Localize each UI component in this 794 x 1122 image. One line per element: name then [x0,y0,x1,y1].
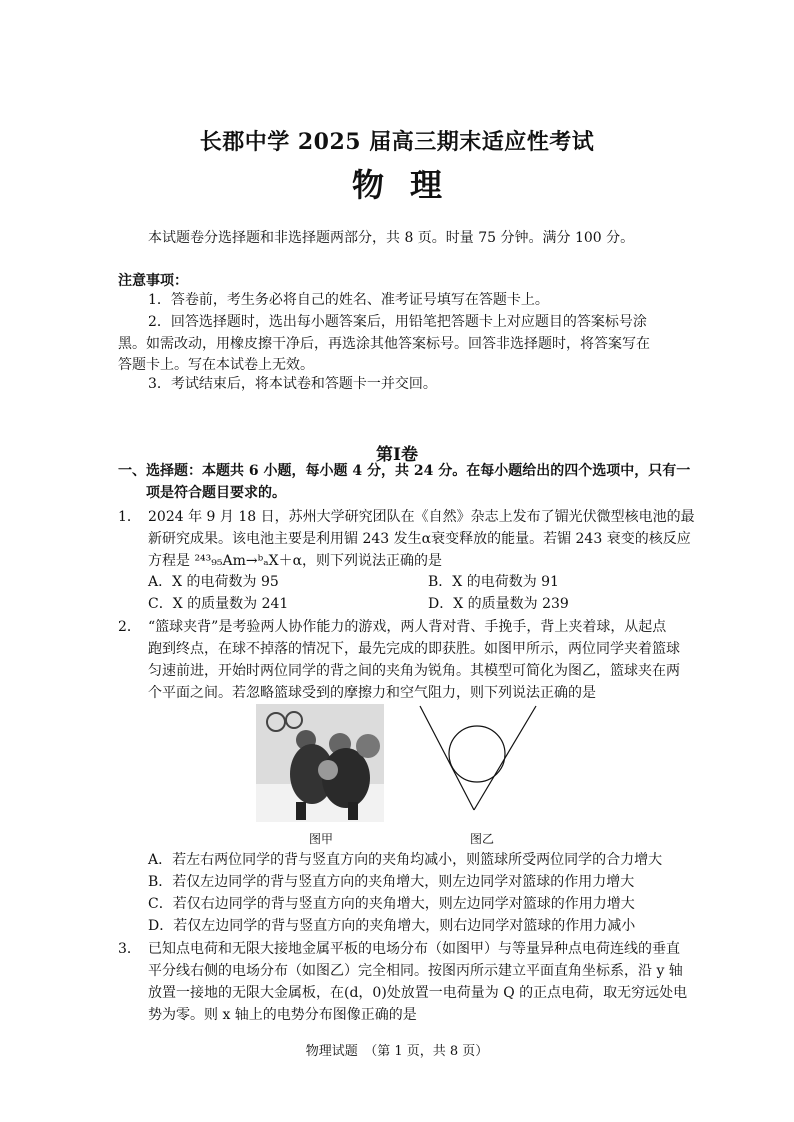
question-number: 1． [118,509,141,525]
section-instruction: 项是符合题目要求的。 [146,485,286,501]
question-text: 势为零。则 x 轴上的电势分布图像正确的是 [148,1007,417,1023]
question-text: 匀速前进，开始时两位同学的背之间的夹角为锐角。其模型可简化为图乙，篮球夹在两 [148,663,680,679]
section-instruction: 一、选择题：本题共 6 小题，每小题 4 分，共 24 分。在每小题给出的四个选项中，只有一 [118,463,691,479]
note-line: 1．答卷前，考生务必将自己的姓名、准考证号填写在答题卡上。 [148,292,549,308]
note-line: 2．回答选择题时，选出每小题答案后，用铅笔把答题卡上对应题目的答案标号涂 [148,314,647,330]
intro-text: 本试题卷分选择题和非选择题两部分，共 8 页。时量 75 分钟。满分 100 分。 [148,230,635,246]
option-b: B．若仅左边同学的背与竖直方向的夹角增大，则左边同学对篮球的作用力增大 [148,874,635,890]
figure-model-diagram [412,700,542,820]
option-a: A．X 的电荷数为 95 [148,574,279,590]
note-line: 3．考试结束后，将本试卷和答题卡一并交回。 [148,376,437,392]
notes-heading: 注意事项： [118,273,188,289]
option-a: A．若左右两位同学的背与竖直方向的夹角均减小，则篮球所受两位同学的合力增大 [148,852,663,868]
question-text: “篮球夹背”是考验两人协作能力的游戏，两人背对背、手挽手，背上夹着球，从起点 [148,619,667,635]
question-text: 2024 年 9 月 18 日，苏州大学研究团队在《自然》杂志上发布了镅光伏微型核电池的最 [148,509,695,525]
figure-photo-image [256,704,384,822]
figure-caption: 图乙 [470,832,495,846]
question-text: 跑到终点，在球不掉落的情况下，最先完成的即获胜。如图甲所示，两位同学夹着篮球 [148,641,680,657]
option-c: C．X 的质量数为 241 [148,596,289,612]
question-text: 方程是 ²⁴³₉₅Am→ᵇₐX＋α，则下列说法正确的是 [148,553,443,569]
question-text: 放置一接地的无限大金属板，在(d，0)处放置一电荷量为 Q 的正点电荷，取无穷远处电 [148,985,688,1001]
page-footer: 物理试题 （第 1 页，共 8 页） [305,1044,489,1059]
question-number: 2． [118,619,141,635]
option-d: D．若仅左边同学的背与竖直方向的夹角增大，则右边同学对篮球的作用力减小 [148,918,636,934]
exam-title: 长郡中学 2025 届高三期末适应性考试 [199,129,595,155]
subject-title: 物理 [351,166,468,204]
question-text: 新研究成果。该电池主要是利用镅 243 发生α衰变释放的能量。若镅 243 衰变的核反应 [148,531,691,547]
question-text: 已知点电荷和无限大接地金属平板的电场分布（如图甲）与等量异种点电荷连线的垂直 [148,941,680,957]
question-text: 个平面之间。若忽略篮球受到的摩擦力和空气阻力，则下列说法正确的是 [148,685,596,701]
note-line: 答题卡上。写在本试卷上无效。 [118,357,314,373]
note-line: 黑。如需改动，用橡皮擦干净后，再选涂其他答案标号。回答非选择题时，将答案写在 [118,336,650,352]
section-title: 第Ⅰ卷 [376,445,418,465]
figure-caption: 图甲 [309,832,334,846]
question-number: 3． [118,941,141,957]
option-d: D．X 的质量数为 239 [428,596,569,612]
question-text: 平分线右侧的电场分布（如图乙）完全相同。按图丙所示建立平面直角坐标系，沿 y 轴 [148,963,683,979]
option-c: C．若仅右边同学的背与竖直方向的夹角增大，则左边同学对篮球的作用力增大 [148,896,635,912]
option-b: B．X 的电荷数为 91 [428,574,559,590]
